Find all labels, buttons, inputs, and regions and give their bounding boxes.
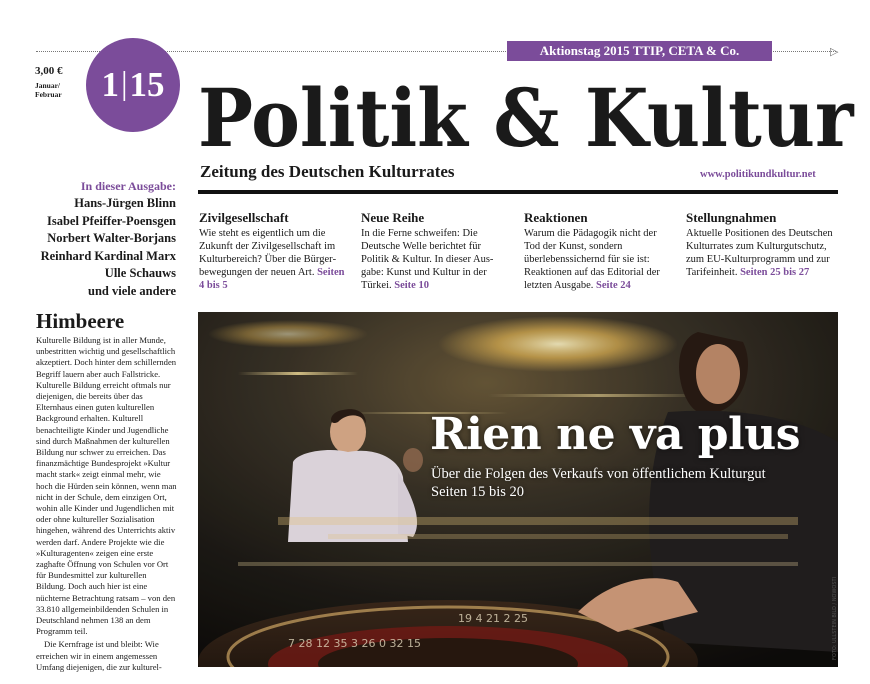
cover-headline[interactable]: Rien ne va plus bbox=[430, 409, 801, 460]
price: 3,00 € bbox=[35, 65, 63, 77]
cover-subtitle: Über die Folgen des Verkaufs von öffentlichem Kulturgut bbox=[431, 466, 766, 482]
website-link[interactable]: www.politikundkultur.net bbox=[700, 169, 816, 180]
issue-number-badge: 1|15 bbox=[86, 38, 180, 132]
issue-month: Januar/ Februar bbox=[35, 81, 62, 99]
teaser-heading: Zivilgesellschaft bbox=[199, 210, 289, 225]
teaser-text: In die Ferne schweifen: Die Deutsche Welle berichtet für Politik & Kultur. In dieser Ausgabe: Kunst und Kultur in der Türkei. bbox=[361, 228, 494, 291]
column-paragraph: Kulturelle Bildung ist in aller Munde, unbestritten wichtig und gesellschaftlich akzeptiert. Doch hinter dem schillernden Begriff lauern aber auch Fallstricke. Kulturelle Bildung erreicht oftmals nur diejenigen, die bereits über das Elternhaus einen guten kulturellen Background erhalten. Kulturell benachteiligte Kinder und Jugendliche sind durch Maßnahmen der kulturellen Bildung nur schwer zu erreichen. Das finanzmächtige Bundesprojekt »Kultur macht stark« zeigt einmal mehr, wie hoch die Hürden sein können, wenn man nicht in der Schule, dem einzigen Ort, wohin alle Kinder und Jugendlichen mit oder ohne kultureller Sozialisation hingehen, während des Unterrichts aktiv werden darf. Andere Projekte wie die »Kulturagenten« zeigen eine erste zaghafte Öffnung von Schulen vor Ort für Bundesmittel zur kulturellen Bildung. Doch auch hier ist eine nüchterne Betrachtung ratsam – von den 33.810 allgemeinbildenden Schulen in Deutschland nehmen 138 an dem Programm teil. bbox=[36, 335, 177, 637]
teaser-neue-reihe[interactable] bbox=[361, 210, 511, 292]
contributor-name: Ulle Schauws bbox=[104, 266, 176, 280]
teaser-text: Aktuelle Positionen des Deutschen Kulturrates zum Kulturgutschutz, zum EU-Kulturprogramm und zur Tarifeinheit. bbox=[686, 228, 833, 278]
teaser-zivilgesellschaft[interactable] bbox=[199, 210, 349, 292]
contributor-name: Isabel Pfeiffer-Poensgen bbox=[46, 213, 176, 228]
teaser-text: Warum die Pädagogik nicht der Tod der Kunst, sondern überlebenssichernd für sie ist: Reaktionen auf das Editorial der letzten Ausgabe. bbox=[524, 228, 660, 291]
photo-credit: FOTO: ULLSTEIN BILD / NOWOSTI bbox=[832, 576, 838, 660]
teaser-reaktionen[interactable] bbox=[524, 210, 674, 292]
masthead-subtitle: Zeitung des Deutschen Kulturrates bbox=[200, 162, 455, 181]
contributor-name: Hans-Jürgen Blinn bbox=[74, 196, 176, 210]
teaser-pages[interactable]: Seite 10 bbox=[394, 280, 429, 291]
teaser-pages[interactable]: Seiten 4 bis 5 bbox=[199, 267, 345, 291]
teaser-pages[interactable]: Seiten 25 bis 27 bbox=[740, 267, 810, 278]
contributor-name: und viele andere bbox=[88, 283, 176, 298]
teaser-heading: Stellungnahmen bbox=[686, 210, 777, 225]
svg-text:19 4 21 2 25: 19 4 21 2 25 bbox=[458, 612, 528, 625]
cover-subheadline bbox=[431, 465, 766, 501]
masthead-title: Politik & Kultur bbox=[198, 71, 854, 165]
cover-pages[interactable]: Seiten 15 bis 20 bbox=[431, 484, 525, 500]
masthead-rule bbox=[198, 190, 838, 194]
issue-year: 15 bbox=[129, 65, 165, 104]
svg-text:7 28 12 35 3 26 0 32 15: 7 28 12 35 3 26 0 32 15 bbox=[288, 637, 421, 650]
column-title: Himbeere bbox=[36, 309, 125, 333]
column-paragraph: Die Kernfrage ist und bleibt: Wie erreichen wir in einem angemessen Umfang diejenigen, die zur kulturel- bbox=[36, 639, 162, 672]
in-this-issue bbox=[20, 178, 176, 300]
column-body bbox=[36, 335, 178, 673]
contributor-name: Reinhard Kardinal Marx bbox=[40, 248, 176, 263]
teaser-text: Wie steht es eigentlich um die Zukunft der Zivilgesellschaft im Kulturbereich? Über die Bürgerbewegungen der neuen Art. bbox=[199, 228, 337, 278]
campaign-banner[interactable]: Aktionstag 2015 TTIP, CETA & Co. bbox=[507, 41, 772, 61]
teaser-heading: Neue Reihe bbox=[361, 210, 425, 225]
contributor-name: Norbert Walter-Borjans bbox=[47, 231, 176, 245]
teaser-pages[interactable]: Seite 24 bbox=[596, 280, 631, 291]
in-this-issue-label: In dieser Ausgabe: bbox=[80, 179, 176, 193]
teaser-stellungnahmen[interactable] bbox=[686, 210, 836, 279]
arrow-right-icon: ▷ bbox=[830, 45, 839, 58]
teaser-heading: Reaktionen bbox=[524, 210, 588, 225]
issue-number: 1 bbox=[101, 65, 119, 104]
